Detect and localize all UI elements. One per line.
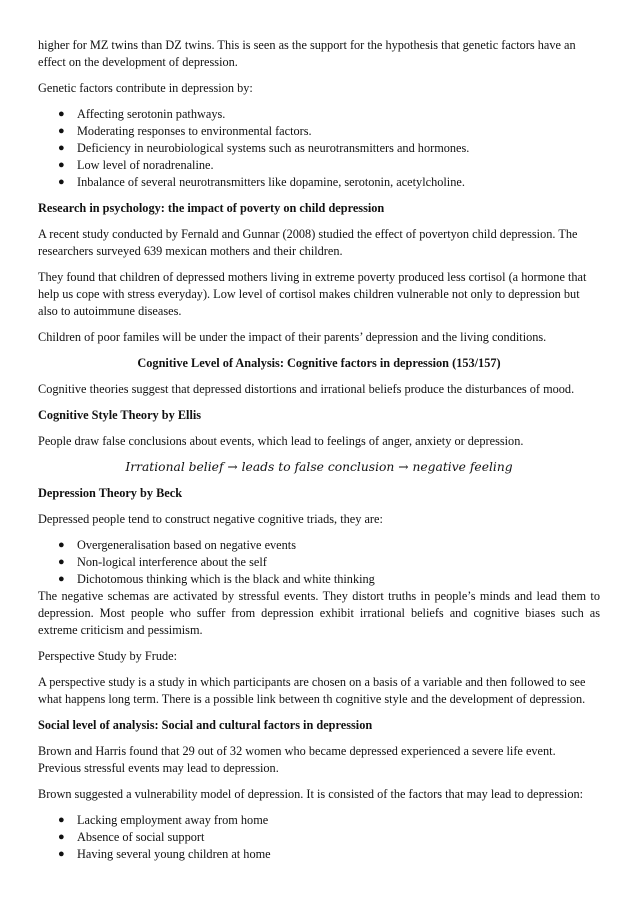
poverty-paragraph-1: A recent study conducted by Fernald and Gunnar (2008) studied the effect of povertyon child depression. The researchers surveyed 639 mexican mothers and their children. — [38, 227, 578, 258]
beck-heading: Depression Theory by Beck — [38, 486, 183, 500]
bullet-icon: ● — [58, 125, 65, 137]
list-item: ● Absence of social support — [58, 830, 205, 844]
genetic-factors-intro: Genetic factors contribute in depression by: — [38, 81, 253, 95]
bullet-icon: ● — [58, 831, 65, 843]
ellis-formula: Irrational belief → leads to false conclusion → negative feeling — [125, 460, 513, 474]
vulnerability-factors-list — [38, 812, 600, 863]
list-item: ● Lacking employment away from home — [58, 813, 269, 827]
frude-paragraph: A perspective study is a study in which participants are chosen on a basis of a variable and then followed to see what happens long term. There is a possible link between th cognitive style and the development of depression. — [38, 675, 586, 706]
list-item: ● Overgeneralisation based on negative events — [58, 538, 296, 552]
list-item: ● Deficiency in neurobiological systems such as neurotransmitters and hormones. — [58, 141, 470, 155]
beck-paragraph-2: The negative schemas are activated by stressful events. They distort truths in people’s minds and lead them to depression. Most people who suffer from depression exhibit irrational beliefs and cognitive biases such as extreme criticism and pessimism. — [38, 589, 600, 637]
list-item: ● Non-logical interference about the self — [58, 555, 267, 569]
social-heading: Social level of analysis: Social and cultural factors in depression — [38, 718, 373, 732]
beck-triad-list — [38, 537, 600, 588]
poverty-paragraph-3: Children of poor familes will be under the impact of their parents’ depression and the living conditions. — [38, 330, 547, 344]
poverty-paragraph-2: They found that children of depressed mothers living in extreme poverty produced less cortisol (a hormone that help us cope with stress everyday). Low level of cortisol makes children vulnerable not only to depression but also to autoimmune diseases. — [38, 270, 587, 318]
list-item: ● Dichotomous thinking which is the black and white thinking — [58, 572, 375, 586]
bullet-icon: ● — [58, 142, 65, 154]
bullet-icon: ● — [58, 573, 65, 585]
social-paragraph-1: Brown and Harris found that 29 out of 32 women who became depressed experienced a severe life event. Previous stressful events may lead to depression. — [38, 744, 556, 775]
bullet-icon: ● — [58, 176, 65, 188]
bullet-icon: ● — [58, 539, 65, 551]
intro-paragraph: higher for MZ twins than DZ twins. This is seen as the support for the hypothesis that genetic factors have an effect on the development of depression. — [38, 38, 576, 69]
cognitive-paragraph: Cognitive theories suggest that depressed distortions and irrational beliefs produce the disturbances of mood. — [38, 382, 575, 396]
list-item: ● Inbalance of several neurotransmitters like dopamine, serotonin, acetylcholine. — [58, 175, 465, 189]
list-item: ● Affecting serotonin pathways. — [58, 107, 226, 121]
list-item: ● Moderating responses to environmental factors. — [58, 124, 312, 138]
bullet-icon: ● — [58, 108, 65, 120]
list-item: ● Low level of noradrenaline. — [58, 158, 214, 172]
bullet-icon: ● — [58, 814, 65, 826]
poverty-heading: Research in psychology: the impact of poverty on child depression — [38, 201, 385, 215]
ellis-heading: Cognitive Style Theory by Ellis — [38, 408, 202, 422]
list-item: ● Having several young children at home — [58, 847, 271, 861]
ellis-paragraph: People draw false conclusions about events, which lead to feelings of anger, anxiety or depression. — [38, 434, 524, 448]
frude-heading: Perspective Study by Frude: — [38, 649, 178, 663]
bullet-icon: ● — [58, 848, 65, 860]
genetic-factors-list — [38, 106, 600, 191]
beck-paragraph: Depressed people tend to construct negative cognitive triads, they are: — [38, 512, 383, 526]
social-paragraph-2: Brown suggested a vulnerability model of depression. It is consisted of the factors that may lead to depression: — [38, 787, 584, 801]
cognitive-section-heading: Cognitive Level of Analysis: Cognitive factors in depression (153/157) — [137, 356, 501, 370]
bullet-icon: ● — [58, 556, 65, 568]
bullet-icon: ● — [58, 159, 65, 171]
